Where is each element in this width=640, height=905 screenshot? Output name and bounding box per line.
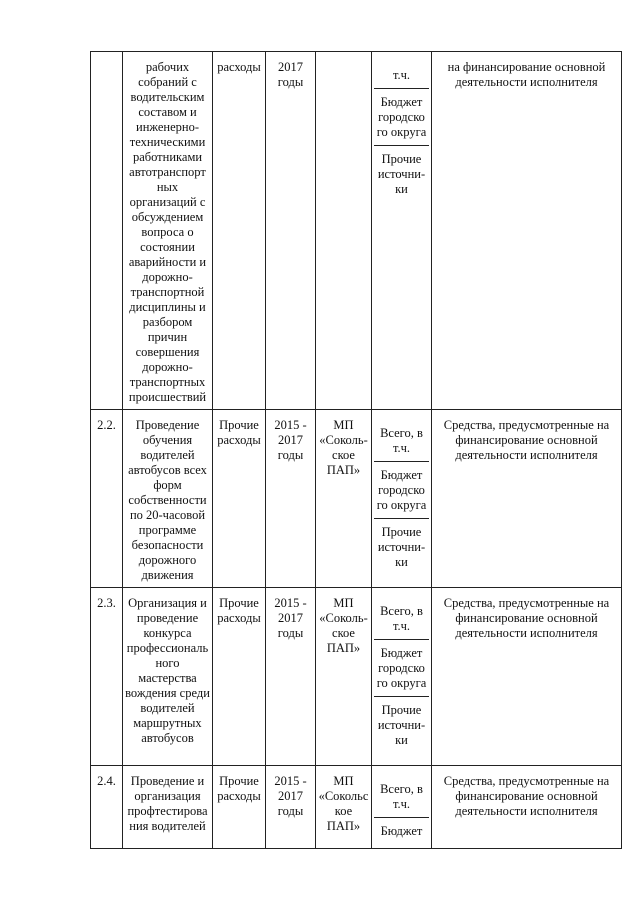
source-cell: Всего, в т.ч. [380, 604, 423, 633]
table-row [91, 588, 622, 766]
expense-type: Прочие расходы [213, 410, 266, 588]
row-number [91, 52, 123, 410]
executor [316, 52, 372, 410]
expense-type: расходы [213, 52, 266, 410]
row-number: 2.2. [91, 410, 123, 588]
executor: МП «Соколь-ское ПАП» [316, 410, 372, 588]
source-cell: Всего, в т.ч. [380, 426, 423, 455]
financing-note: Средства, предусмотренные на финансирование основной деятельности исполнителя [432, 588, 622, 766]
source-cell: Всего, в т.ч. [380, 782, 423, 811]
funding-sources [372, 410, 432, 588]
measure-name: Организация и проведение конкурса профессиональ ного мастерства вождения среди водителей маршрутных автобусов [123, 588, 213, 766]
funding-sources [372, 588, 432, 766]
period: 2017 годы [266, 52, 316, 410]
source-cell: Бюджет городско го округа [374, 639, 429, 696]
financing-note: на финансирование основной деятельности исполнителя [432, 52, 622, 410]
measure-name: Проведение обучения водителей автобусов всех форм собственности по 20-часовой программе безопасности дорожного движения [123, 410, 213, 588]
executor: МП «Сокольс кое ПАП» [316, 766, 372, 849]
period: 2015 - 2017 годы [266, 588, 316, 766]
row-number: 2.4. [91, 766, 123, 849]
period: 2015 - 2017 годы [266, 766, 316, 849]
table-row [91, 410, 622, 588]
source-cell: Бюджет городско го округа [374, 461, 429, 518]
period: 2015 - 2017 годы [266, 410, 316, 588]
table-row [91, 766, 622, 849]
source-cell: Прочие источни-ки [374, 518, 429, 575]
source-cell: Бюджет городско го округа [374, 88, 429, 145]
source-cell: Бюджет [374, 817, 429, 844]
row-number: 2.3. [91, 588, 123, 766]
source-cell: Прочие источни-ки [374, 145, 429, 202]
funding-sources [372, 52, 432, 410]
source-cell: т.ч. [392, 68, 411, 82]
program-table [90, 51, 622, 849]
measure-name: Проведение и организация профтестирова ния водителей [123, 766, 213, 849]
measure-name: рабочих собраний с водительским составом и инженерно-техническими работниками автотранспорт ных организаций с обсуждением вопроса о состоянии аварийности и дорожно-транспортной дисциплины и разбором причин совершения дорожно-транспортных происшествий [123, 52, 213, 410]
executor: МП «Соколь-ское ПАП» [316, 588, 372, 766]
table-row [91, 52, 622, 410]
financing-note: Средства, предусмотренные на финансирование основной деятельности исполнителя [432, 410, 622, 588]
financing-note: Средства, предусмотренные на финансирование основной деятельности исполнителя [432, 766, 622, 849]
expense-type: Прочие расходы [213, 588, 266, 766]
source-cell: Прочие источни-ки [374, 696, 429, 753]
funding-sources [372, 766, 432, 849]
expense-type: Прочие расходы [213, 766, 266, 849]
